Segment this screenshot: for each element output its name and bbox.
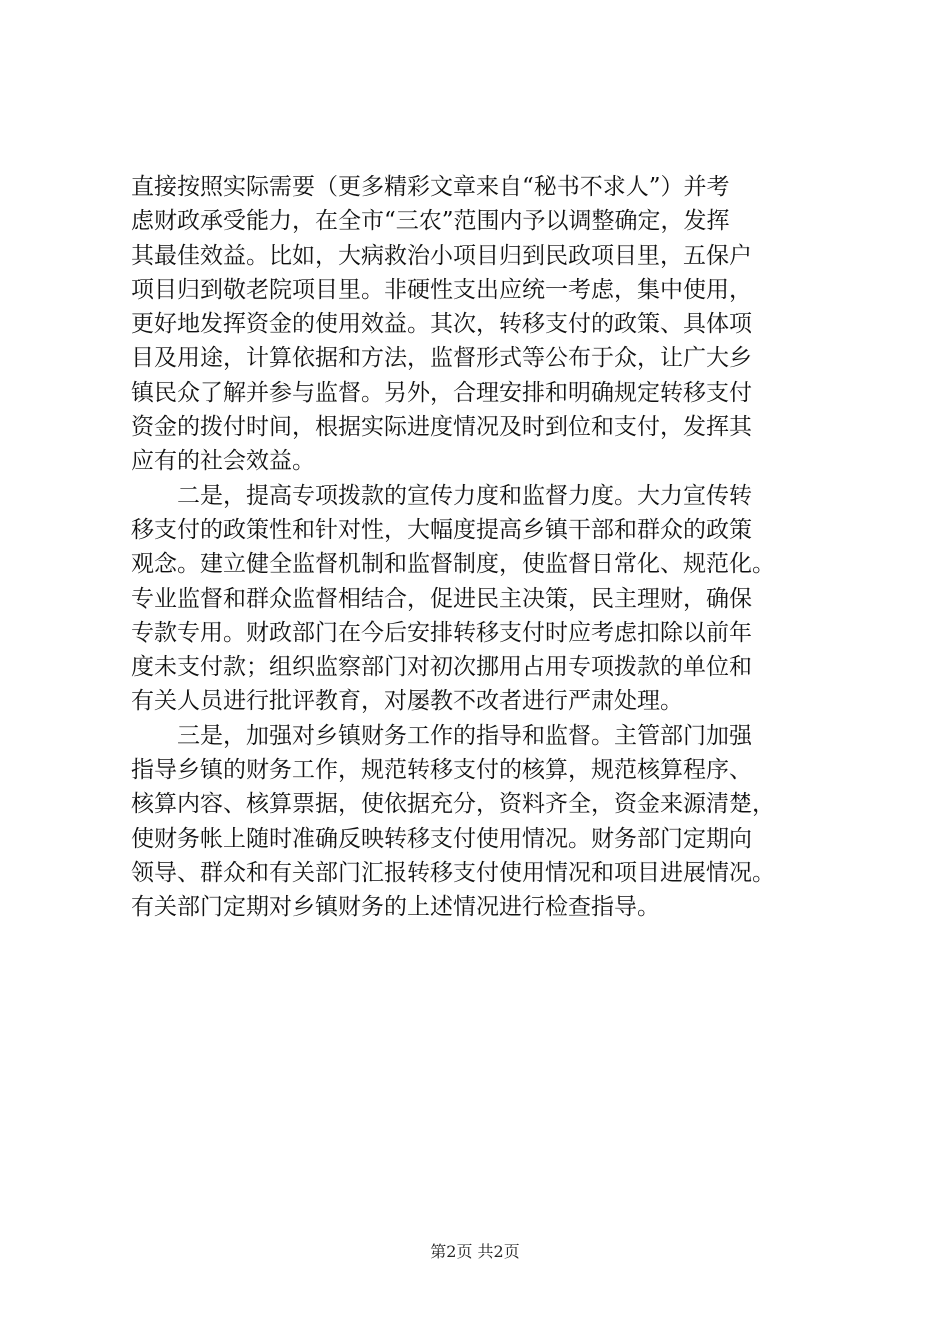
page-footer (0, 1242, 950, 1262)
text-line-12: 观念。建立健全监督机制和监督制度，使监督日常化、规范化。 (131, 551, 775, 578)
text-line-9: 应有的社会效益。 (131, 448, 315, 475)
page-number-label: 第2页 共2页 (430, 1242, 520, 1261)
text-line-18: 指导乡镇的财务工作，规范转移支付的核算，规范核算程序、 (131, 757, 752, 784)
text-line-11: 移支付的政策性和针对性，大幅度提高乡镇干部和群众的政策 (131, 516, 752, 543)
text-line-20: 使财务帐上随时准确反映转移支付使用情况。财务部门定期向 (131, 825, 752, 852)
text-line-5: 更好地发挥资金的使用效益。其次，转移支付的政策、具体项 (131, 311, 752, 338)
document-body (131, 170, 831, 925)
text-line-6: 目及用途，计算依据和方法，监督形式等公布于众，让广大乡 (131, 345, 752, 372)
text-line-2: 虑财政承受能力，在全市“三农”范围内予以调整确定，发挥 (131, 208, 730, 235)
text-line-1: 直接按照实际需要（更多精彩文章来自“秘书不求人”）并考 (131, 174, 730, 200)
text-line-16: 有关人员进行批评教育，对屡教不改者进行严肃处理。 (131, 688, 683, 715)
text-line-19: 核算内容、核算票据，使依据充分，资料齐全，资金来源清楚， (131, 791, 775, 818)
text-line-4: 项目归到敬老院项目里。非硬性支出应统一考虑，集中使用， (131, 276, 752, 303)
text-line-15: 度未支付款；组织监察部门对初次挪用占用专项拨款的单位和 (131, 654, 752, 681)
text-line-7: 镇民众了解并参与监督。另外，合理安排和明确规定转移支付 (131, 379, 752, 406)
text-line-8: 资金的拨付时间，根据实际进度情况及时到位和支付，发挥其 (131, 414, 752, 441)
text-line-3: 其最佳效益。比如，大病救治小项目归到民政项目里，五保户 (131, 242, 752, 269)
text-line-13: 专业监督和群众监督相结合，促进民主决策，民主理财，确保 (131, 585, 752, 612)
text-line-22: 有关部门定期对乡镇财务的上述情况进行检查指导。 (131, 894, 660, 921)
text-line-17: 三是，加强对乡镇财务工作的指导和监督。主管部门加强 (131, 722, 752, 749)
text-line-21: 领导、群众和有关部门汇报转移支付使用情况和项目进展情况。 (131, 859, 775, 886)
text-line-14: 专款专用。财政部门在今后安排转移支付时应考虑扣除以前年 (131, 619, 752, 646)
text-line-10: 二是，提高专项拨款的宣传力度和监督力度。大力宣传转 (131, 482, 752, 509)
